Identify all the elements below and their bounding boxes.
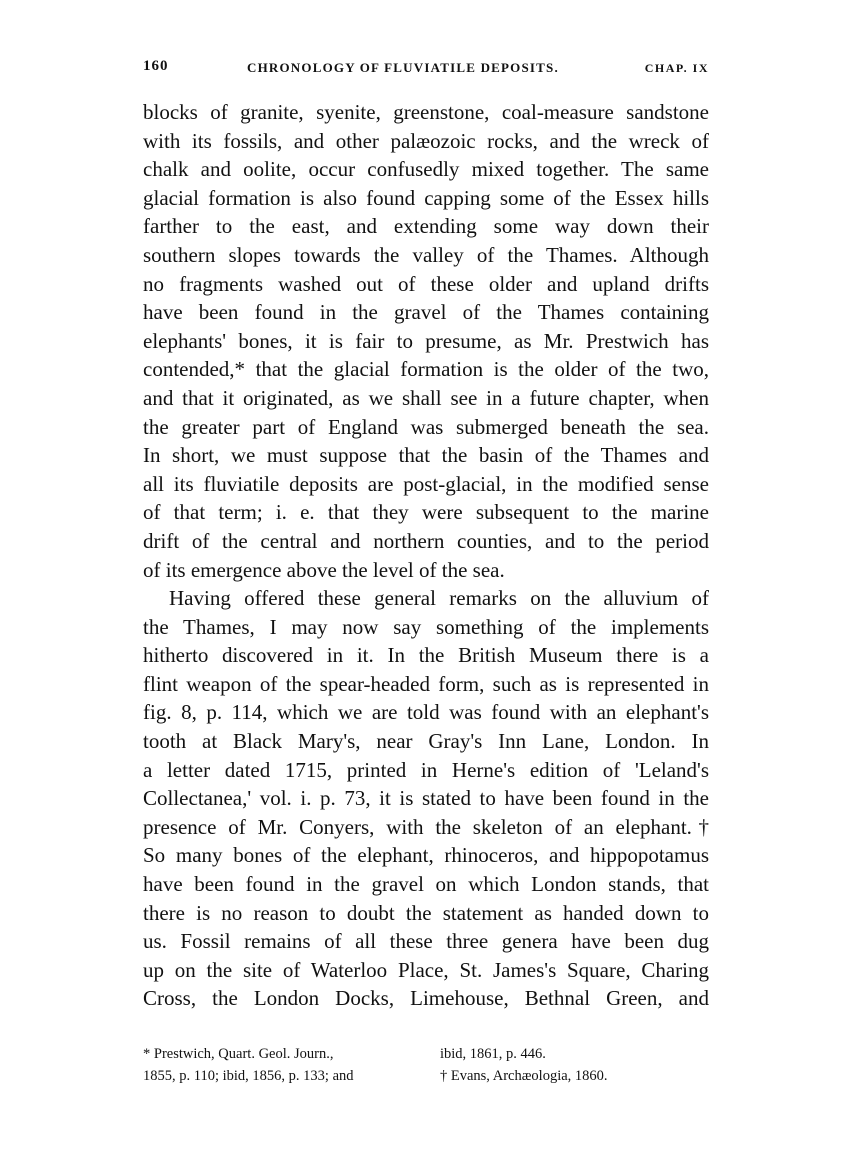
text-line: glacial formation is also found capping some of the Essex hills — [143, 185, 709, 210]
text-line: presence of Mr. Conyers, with the skeleton of an elephant.† — [143, 814, 709, 839]
text-line: drift of the central and northern counties, and to the period — [143, 528, 709, 553]
text-line: there is no reason to doubt the statement as handed down to — [143, 900, 709, 925]
footnote-row — [143, 1065, 709, 1087]
text-line: of its emergence above the level of the sea. — [143, 557, 505, 582]
footnotes — [143, 1043, 709, 1087]
text-line: a letter dated 1715, printed in Herne's edition of 'Leland's — [143, 757, 709, 782]
footnote-prestwich-cont: ibid, 1861, p. 446. — [440, 1046, 546, 1062]
text-line: hitherto discovered in it. In the British Museum there is a — [143, 643, 709, 668]
body-text — [143, 98, 709, 1013]
text-line: fig. 8, p. 114, which we are told was found with an elephant's — [143, 700, 709, 725]
footnote-row — [143, 1043, 709, 1065]
footnote-prestwich-cont: 1855, p. 110; ibid, 1856, p. 133; and — [143, 1068, 354, 1084]
text-line: In short, we must suppose that the basin of the Thames and — [143, 443, 709, 468]
text-line: the Thames, I may now say something of the implements — [143, 614, 709, 639]
book-page — [143, 58, 709, 1084]
text-line: southern slopes towards the valley of the Thames. Although — [143, 242, 709, 267]
text-line: with its fossils, and other palæozoic rocks, and the wreck of — [143, 128, 709, 153]
text-line: all its fluviatile deposits are post-glacial, in the modified sense — [143, 471, 709, 496]
text-line: have been found in the gravel of the Thames containing — [143, 300, 709, 325]
text-line: us. Fossil remains of all these three genera have been dug — [143, 929, 709, 954]
text-line: the greater part of England was submerged beneath the sea. — [143, 414, 709, 439]
text-line: So many bones of the elephant, rhinoceros, and hippopotamus — [143, 843, 709, 868]
text-line: tooth at Black Mary's, near Gray's Inn Lane, London. In — [143, 729, 709, 754]
text-line: have been found in the gravel on which London stands, that — [143, 872, 709, 897]
text-line: Collectanea,' vol. i. p. 73, it is stated to have been found in the — [143, 786, 709, 811]
text-line: elephants' bones, it is fair to presume, as Mr. Prestwich has — [143, 328, 709, 353]
running-header — [143, 58, 709, 84]
text-line: of that term; i. e. that they were subsequent to the marine — [143, 500, 709, 525]
footnote-evans: † Evans, Archæologia, 1860. — [440, 1068, 608, 1084]
text-line: no fragments washed out of these older and upland drifts — [143, 271, 709, 296]
paragraph-start-line: Having offered these general remarks on the alluvium of — [169, 586, 709, 611]
footnote-prestwich: * Prestwich, Quart. Geol. Journ., — [143, 1046, 334, 1062]
text-line: blocks of granite, syenite, greenstone, coal-measure sandstone — [143, 100, 709, 124]
running-title: CHRONOLOGY OF FLUVIATILE DEPOSITS. — [247, 60, 559, 75]
text-line: chalk and oolite, occur confusedly mixed together. The same — [143, 157, 709, 182]
text-line: contended,* that the glacial formation is the older of the two, — [143, 357, 709, 382]
page-number: 160 — [143, 58, 169, 74]
text-line: farther to the east, and extending some way down their — [143, 214, 709, 239]
text-line: flint weapon of the spear-headed form, such as is represented in — [143, 671, 709, 696]
chapter-label: CHAP. IX — [644, 61, 709, 75]
text-line: and that it originated, as we shall see in a future chapter, when — [143, 385, 709, 410]
text-line: up on the site of Waterloo Place, St. James's Square, Charing — [143, 957, 709, 982]
text-line: Cross, the London Docks, Limehouse, Bethnal Green, and — [143, 986, 709, 1011]
